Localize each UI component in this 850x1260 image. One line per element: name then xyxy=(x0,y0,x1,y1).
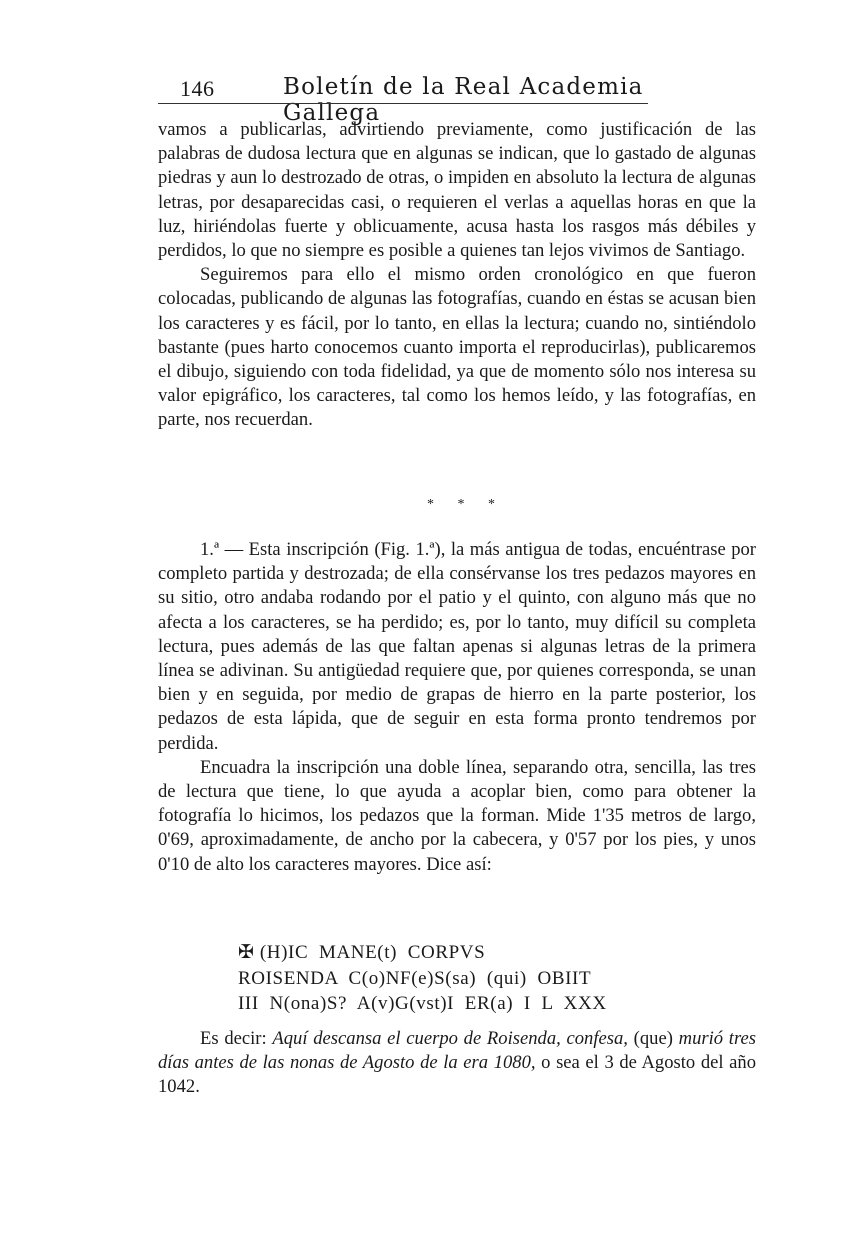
closing-lead: Es decir: xyxy=(200,1028,273,1049)
closing-mid: (que) xyxy=(627,1028,679,1049)
inscription-line: ROISENDA C(o)NF(e)S(sa) (qui) OBIIT xyxy=(238,967,592,989)
paragraph: Encuadra la inscripción una doble línea, separando otra, sencilla, las tres de lectura que tiene, lo que ayuda a acoplar bien, como para obtener la fotografía lo hicimos, los pedazos que la forman. Mide 1'35 metros de largo, 0'69, aproximadamente, de ancho por la cabecera, y 0'57 por los pies, y unos 0'10 de alto los caracteres mayores. Dice así: xyxy=(158,756,756,875)
body-text-top xyxy=(158,118,756,433)
page-number: 146 xyxy=(180,76,215,101)
inscription-transcription xyxy=(238,940,758,1017)
paragraph: vamos a publicarlas, advirtiendo previamente, como justificación de las palabras de dudosa lectura que en algunas se indican, que lo gastado de algunas piedras y aun lo destrozado de otras, o impiden en absoluto la lectura de algunas letras, por desaparecidas casi, o requieren el verlas a aquellas horas en que la luz, hiriéndolas fuerte y oblicuamente, acusa hasta los rasgos más débiles y perdidos, lo que no siempre es posible a quienes tan lejos vivimos de Santiago. xyxy=(158,119,756,262)
body-text-middle xyxy=(158,538,756,877)
page-header xyxy=(158,72,658,126)
closing-paragraph xyxy=(158,1027,756,1100)
inscription-line: III N(ona)S? A(v)G(vst)I ER(a) I L XXX xyxy=(238,993,607,1014)
running-title: Boletín de la Real Academia Gallega xyxy=(283,74,644,126)
inscription-line: ✠ (H)IC MANE(t) CORPVS xyxy=(238,942,486,963)
header-rule xyxy=(158,103,648,104)
closing-italic-translation: murió tres días antes de las nonas de Agosto de la era 1080, xyxy=(158,1028,757,1074)
section-separator: * * * xyxy=(427,497,505,512)
closing-italic-translation: Aquí descansa el cuerpo de Roisenda, confesa, xyxy=(272,1028,628,1049)
paragraph xyxy=(158,1027,756,1100)
closing-tail: o sea el 3 de Agosto del año 1042. xyxy=(158,1052,757,1098)
paragraph: 1.ª — Esta inscripción (Fig. 1.ª), la más antigua de todas, encuéntrase por completo partida y destrozada; de ella consérvanse los tres pedazos mayores en su sitio, otro andaba rodando por el patio y el quinto, con alguno más que no afecta a los caracteres, se ha perdido; es, por lo tanto, muy difícil su completa lectura, pues además de las que faltan apenas si algunas letras de la primera línea se adivinan. Su antigüedad requiere que, por quienes corresponda, se unan bien y en seguida, por medio de grapas de hierro en la parte posterior, los pedazos de esta lápida, que de seguir en esta forma pronto tendremos por perdida. xyxy=(158,539,756,754)
paragraph: Seguiremos para ello el mismo orden cronológico en que fueron colocadas, publicando de algunas las fotografías, cuando en éstas se acusan bien los caracteres y es fácil, por lo tanto, en ellas la lectura; cuando no, sintiéndolo bastante (pues harto conocemos cuanto importa el reproducirlas), publicaremos el dibujo, siguiendo con toda fidelidad, ya que de momento sólo nos interesa su valor epigráfico, los caracteres, tal como los hemos leído, y las fotografías, en parte, nos recuerdan. xyxy=(158,264,756,431)
